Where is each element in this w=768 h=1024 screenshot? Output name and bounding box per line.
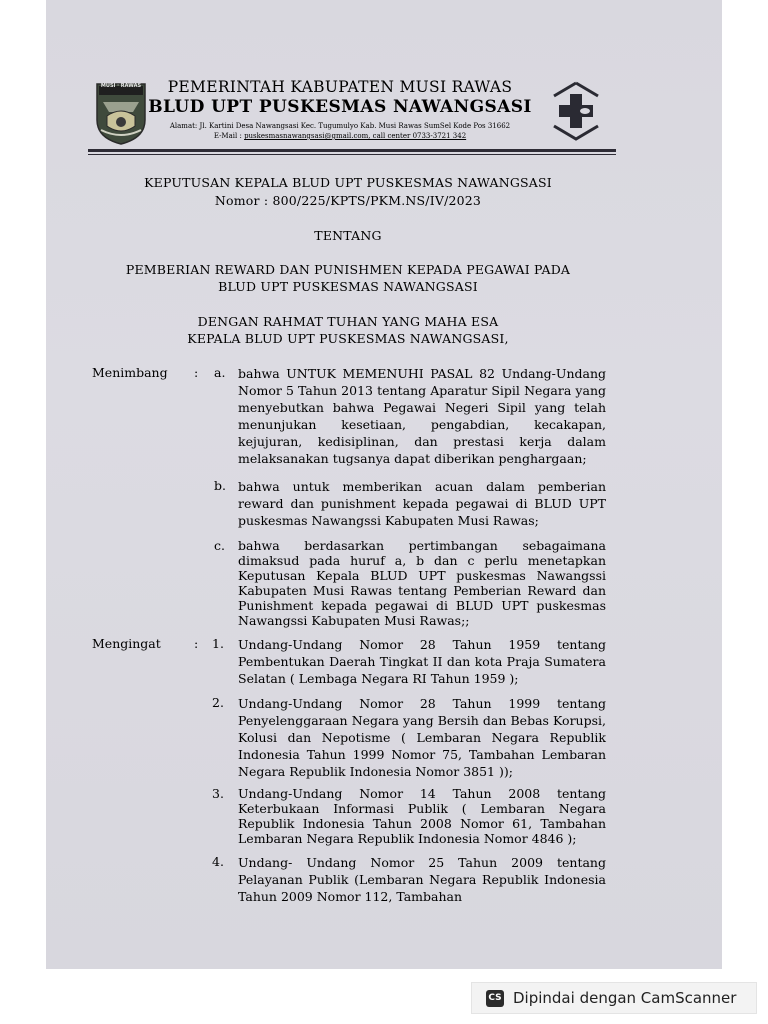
subject-line-2: BLUD UPT PUSKESMAS NAWANGSASI	[218, 279, 478, 294]
consideration-a: bahwa UNTUK MEMENUHI PASAL 82 Undang-Undang Nomor 5 Tahun 2013 tentang Aparatur Sipil Negara yang menyebutkan bahwa Pegawai Negeri Sipil yang telah menunjukan kesetiaan, pengabdian, kecakapan, kejujuran, kedisiplinan, dan prestasi kerja dalam melaksanakan tugsanya dapat diberikan penghargaan;	[238, 366, 606, 466]
tentang-heading: TENTANG	[314, 228, 382, 243]
letterhead-address: Alamat: Jl. Kartini Desa Nawangsasi Kec. Tugumulyo Kab. Musi Rawas SumSel Kode Pos 31662	[169, 122, 511, 130]
legal-basis-3: Undang-Undang Nomor 14 Tahun 2008 tentang Keterbukaan Informasi Publik ( Lembaran Negara Republik Indonesia Tahun 2008 Nomor 61, Tambahan Lembaran Negara Republik Indonesia Nomor 4846 );	[238, 786, 606, 846]
blessing-line: DENGAN RAHMAT TUHAN YANG MAHA ESA	[197, 314, 499, 329]
puskesmas-cross-logo-icon	[548, 80, 604, 142]
letterhead-address-block	[140, 121, 540, 141]
mengingat-label: Mengingat	[92, 636, 161, 651]
letterhead-rule-thin	[88, 154, 616, 155]
item-marker: 3.	[212, 786, 224, 801]
legal-basis-1: Undang-Undang Nomor 28 Tahun 1959 tentang Pembentukan Daerah Tingkat II dan kota Praja Sumatera Selatan ( Lembaga Negara RI Tahun 1959 );	[238, 637, 606, 686]
consideration-c: bahwa berdasarkan pertimbangan sebagaimana dimaksud pada huruf a, b dan c perlu menetapkan Keputusan Kepala BLUD UPT puskesmas Nawangssi Kabupaten Musi Rawas tentang Pemberian Reward dan Punishment kepada pegawai di BLUD UPT puskesmas Nawangssi Kabupaten Musi Rawas;;	[238, 538, 606, 628]
decree-title: KEPUTUSAN KEPALA BLUD UPT PUSKESMAS NAWANGSASI	[144, 175, 552, 190]
camscanner-watermark	[471, 982, 757, 1014]
letterhead-rule-thick	[88, 149, 616, 152]
item-marker: 2.	[212, 695, 224, 710]
legal-basis-4: Undang- Undang Nomor 25 Tahun 2009 tentang Pelayanan Publik (Lembaran Negara Republik Indonesia Tahun 2009 Nomor 112, Tambahan	[238, 855, 606, 904]
item-marker: 4.	[212, 854, 224, 869]
item-marker: a.	[214, 365, 226, 380]
email-link[interactable]: puskesmasnawangsasi@gmail.com, call center 0733-3721 342	[244, 132, 467, 140]
camscanner-text: Dipindai dengan CamScanner	[513, 989, 737, 1007]
decree-number: Nomor : 800/225/KPTS/PKM.NS/IV/2023	[214, 193, 482, 208]
letterhead-institution: BLUD UPT PUSKESMAS NAWANGSASI	[148, 97, 532, 117]
emblem-lettering: MUSI · RAWAS	[100, 83, 142, 89]
menimbang-label: Menimbang	[92, 365, 168, 380]
item-marker: 1.	[212, 636, 224, 651]
letterhead-government: PEMERINTAH KABUPATEN MUSI RAWAS	[167, 78, 513, 96]
subject-line-1: PEMBERIAN REWARD DAN PUNISHMEN KEPADA PEGAWAI PADA	[125, 262, 571, 277]
camscanner-icon: CS	[486, 990, 504, 1007]
legal-basis-2: Undang-Undang Nomor 28 Tahun 1999 tentang Penyelenggaraan Negara yang Bersih dan Bebas Korupsi, Kolusi dan Nepotisme ( Lembaran Negara Republik Indonesia Tahun 1999 Nomor 75, Tambahan Lembaran Negara Republik Indonesia Nomor 3851 ));	[238, 696, 606, 779]
item-marker: b.	[214, 478, 226, 493]
mengingat-colon: :	[194, 636, 199, 651]
letterhead-contact	[140, 131, 540, 141]
menimbang-colon: :	[194, 365, 199, 380]
consideration-b: bahwa untuk memberikan acuan dalam pemberian reward dan punishment kepada pegawai di BLUD UPT puskesmas Nawangssi Kabupaten Musi Rawas;	[238, 479, 606, 528]
item-marker: c.	[214, 538, 225, 553]
authority-line: KEPALA BLUD UPT PUSKESMAS NAWANGSASI,	[187, 331, 509, 346]
email-prefix: E-Mail :	[213, 132, 245, 140]
